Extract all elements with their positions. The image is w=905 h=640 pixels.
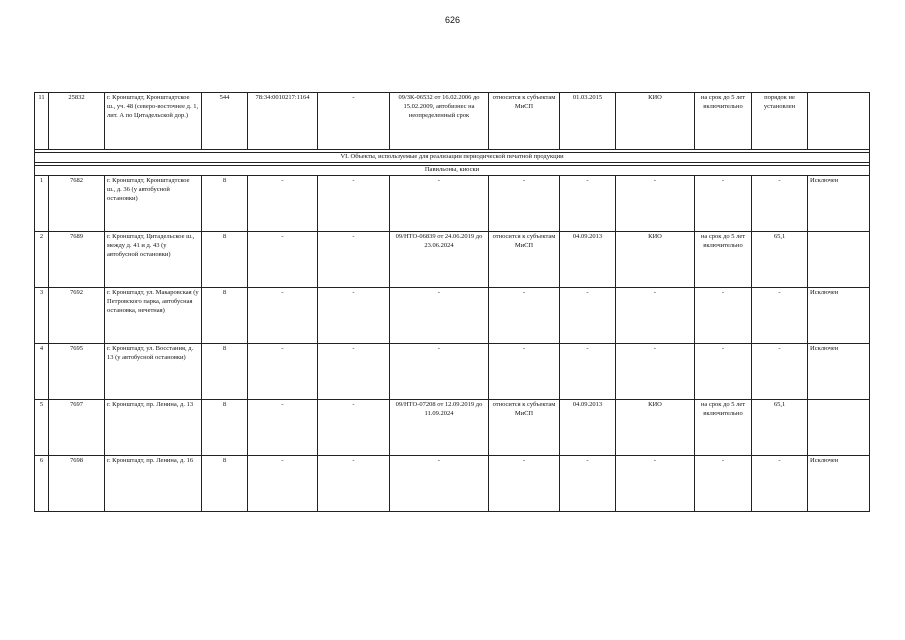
- cell-rate: 65,1: [752, 400, 808, 456]
- cell-document: -: [390, 344, 489, 400]
- cell-id: 7689: [49, 232, 105, 288]
- cell-org: КИО: [616, 400, 695, 456]
- cell-cadastral: -: [248, 288, 318, 344]
- cell-cadastral: -: [248, 344, 318, 400]
- cell-note: Исключен: [808, 176, 870, 232]
- subsection-row: [35, 166, 870, 176]
- cell-term: на срок до 5 лет включительно: [695, 93, 752, 150]
- cell-id: 7698: [49, 456, 105, 512]
- cell-status: -: [489, 176, 560, 232]
- cell-col6: -: [318, 344, 390, 400]
- cell-address: г. Кронштадт, ул. Макаровская (у Петровского парка, автобусная остановка, нечетная): [105, 288, 202, 344]
- cell-area: 8: [202, 176, 248, 232]
- cell-num: 5: [35, 400, 49, 456]
- cell-date: -: [560, 176, 616, 232]
- cell-term: -: [695, 288, 752, 344]
- cell-id: 7682: [49, 176, 105, 232]
- cell-term: -: [695, 176, 752, 232]
- cell-note: Исключен: [808, 456, 870, 512]
- cell-org: КИО: [616, 93, 695, 150]
- cell-col6: -: [318, 456, 390, 512]
- cell-area: 8: [202, 456, 248, 512]
- cell-id: 7697: [49, 400, 105, 456]
- table-row: [35, 400, 870, 456]
- cell-cadastral: -: [248, 176, 318, 232]
- table-row: [35, 93, 870, 150]
- section-title: VI. Объекты, используемые для реализации периодической печатной продукции: [35, 153, 870, 163]
- cell-status: относится к субъектам МиСП: [489, 232, 560, 288]
- cell-date: -: [560, 344, 616, 400]
- cell-address: г. Кронштадт, пр. Ленина, д. 16: [105, 456, 202, 512]
- cell-address: г. Кронштадт, Цитадельское ш., между д. 41 и д. 43 (у автобусной остановки): [105, 232, 202, 288]
- cell-num: 3: [35, 288, 49, 344]
- cell-area: 8: [202, 344, 248, 400]
- cell-document: 09/НТО-07208 от 12.09.2019 до 11.09.2024: [390, 400, 489, 456]
- cell-cadastral: -: [248, 400, 318, 456]
- cell-id: 7692: [49, 288, 105, 344]
- subsection-title: Павильоны, киоски: [35, 166, 870, 176]
- cell-note: [808, 232, 870, 288]
- page-number: 626: [444, 15, 461, 25]
- cell-id: 25832: [49, 93, 105, 150]
- cell-num: 2: [35, 232, 49, 288]
- cell-col6: -: [318, 93, 390, 150]
- cell-area: 8: [202, 400, 248, 456]
- cell-org: -: [616, 176, 695, 232]
- cell-document: -: [390, 176, 489, 232]
- cell-area: 8: [202, 288, 248, 344]
- section-row: [35, 153, 870, 163]
- cell-col6: -: [318, 176, 390, 232]
- cell-status: относится к субъектам МиСП: [489, 400, 560, 456]
- cell-col6: -: [318, 232, 390, 288]
- cell-area: 8: [202, 232, 248, 288]
- cell-cadastral: -: [248, 456, 318, 512]
- table-row: [35, 232, 870, 288]
- cell-cadastral: 78:34:0010217:1164: [248, 93, 318, 150]
- cell-date: 04.09.2013: [560, 232, 616, 288]
- cell-address: г. Кронштадт, Кронштадтское ш., д. 36 (у автобусной остановки): [105, 176, 202, 232]
- cell-org: -: [616, 456, 695, 512]
- table-row: [35, 288, 870, 344]
- cell-area: 544: [202, 93, 248, 150]
- table-row: [35, 176, 870, 232]
- cell-address: г. Кронштадт, пр. Ленина, д. 13: [105, 400, 202, 456]
- table-row: [35, 456, 870, 512]
- cell-note: [808, 93, 870, 150]
- table-row: [35, 344, 870, 400]
- cell-term: -: [695, 344, 752, 400]
- cell-num: 4: [35, 344, 49, 400]
- cell-document: 09/ЗК-06532 от 16.02.2006 до 15.02.2009, автобизнес на неопределенный срок: [390, 93, 489, 150]
- cell-document: -: [390, 288, 489, 344]
- cell-status: -: [489, 288, 560, 344]
- cell-status: -: [489, 456, 560, 512]
- cell-rate: -: [752, 288, 808, 344]
- cell-term: на срок до 5 лет включительно: [695, 400, 752, 456]
- cell-document: -: [390, 456, 489, 512]
- cell-col6: -: [318, 288, 390, 344]
- cell-rate: -: [752, 456, 808, 512]
- cell-rate: -: [752, 176, 808, 232]
- cell-address: г. Кронштадт, Кронштадтское ш., уч. 48 (северо-восточнее д. 1, лит. А по Цитадельской дор.): [105, 93, 202, 150]
- cell-org: -: [616, 344, 695, 400]
- cell-org: КИО: [616, 232, 695, 288]
- cell-num: 6: [35, 456, 49, 512]
- cell-cadastral: -: [248, 232, 318, 288]
- cell-date: 04.09.2013: [560, 400, 616, 456]
- registry-table: [34, 92, 870, 512]
- cell-note: Исключен: [808, 288, 870, 344]
- cell-term: -: [695, 456, 752, 512]
- cell-rate: -: [752, 344, 808, 400]
- cell-note: Исключен: [808, 344, 870, 400]
- cell-address: г. Кронштадт, ул. Восстания, д. 13 (у автобусной остановки): [105, 344, 202, 400]
- cell-date: 01.03.2015: [560, 93, 616, 150]
- cell-id: 7695: [49, 344, 105, 400]
- cell-term: на срок до 5 лет включительно: [695, 232, 752, 288]
- cell-rate: порядок не установлен: [752, 93, 808, 150]
- cell-num: 11: [35, 93, 49, 150]
- cell-note: [808, 400, 870, 456]
- cell-date: -: [560, 456, 616, 512]
- cell-date: -: [560, 288, 616, 344]
- cell-org: -: [616, 288, 695, 344]
- cell-status: относится к субъектам МиСП: [489, 93, 560, 150]
- cell-col6: -: [318, 400, 390, 456]
- cell-document: 09/НТО-06839 от 24.06.2019 до 23.06.2024: [390, 232, 489, 288]
- data-rows: [35, 176, 870, 512]
- cell-num: 1: [35, 176, 49, 232]
- cell-status: -: [489, 344, 560, 400]
- cell-rate: 65,1: [752, 232, 808, 288]
